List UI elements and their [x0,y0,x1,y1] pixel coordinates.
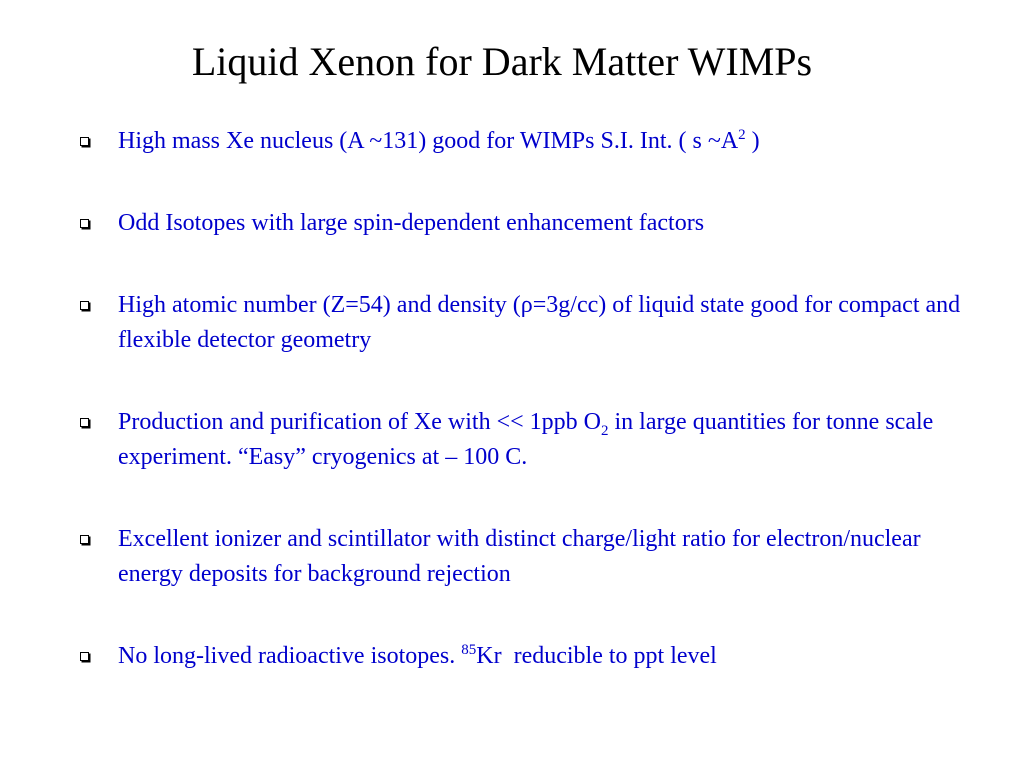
slide-title: Liquid Xenon for Dark Matter WIMPs [191,39,813,84]
bullet-text: Production and purification of Xe with << 1ppb O [118,409,601,435]
bullet-item [80,405,980,475]
square-bullet-icon [80,418,89,427]
bullet-text-tail: in large quantities for tonne scale experiment. “Easy” cryogenics at – 100 C. [118,409,934,470]
bullet-text: High mass Xe nucleus (A ~131) good for WIMPs S.I. Int. ( s ~A [118,128,739,154]
subscript: 2 [601,422,609,439]
bullet-item [80,522,980,592]
square-bullet-icon [80,535,89,544]
square-bullet-icon [80,219,89,228]
bullet-item [80,206,980,241]
bullet-text: No long-lived radioactive isotopes. [118,643,462,669]
bullet-list [80,124,980,674]
bullet-text: Odd Isotopes with large spin-dependent enhancement factors [118,210,705,236]
bullet-item [80,639,980,674]
bullet-item [80,124,980,159]
bullet-text-tail: Kr reducible to ppt level [476,643,717,669]
bullet-text: High atomic number (Z=54) and density (ρ=3g/cc) of liquid state good for compact and flexible detector geometry [118,292,961,353]
square-bullet-icon [80,137,89,146]
bullet-item [80,288,980,358]
bullet-text: Excellent ionizer and scintillator with distinct charge/light ratio for electron/nuclear energy deposits for background rejection [118,526,921,587]
square-bullet-icon [80,301,89,310]
square-bullet-icon [80,652,89,661]
bullet-text-tail: ) [745,128,760,154]
superscript: 2 [738,127,746,143]
superscript: 85 [461,642,477,658]
